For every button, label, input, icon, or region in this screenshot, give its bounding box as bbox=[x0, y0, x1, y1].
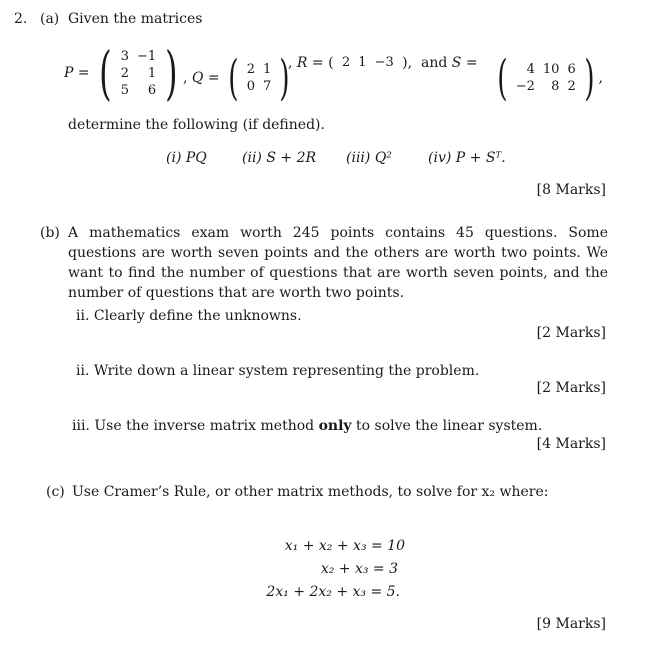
part-b-label: (b) bbox=[40, 225, 60, 241]
matrix-r-body bbox=[338, 54, 398, 71]
item-iii bbox=[346, 150, 392, 166]
part-c-text: Use Cramer’s Rule, or other matrix methods, to solve for x₂ where: bbox=[72, 484, 549, 500]
matrix-cell: 5 bbox=[120, 82, 129, 98]
matrix-cell: 6 bbox=[567, 62, 576, 77]
left-paren: ( bbox=[497, 50, 508, 106]
matrix-cell: −1 bbox=[136, 48, 157, 64]
question-number: 2. bbox=[14, 11, 28, 27]
sub-b3-marks: [4 Marks] bbox=[536, 436, 606, 452]
matrix-cell: 2 bbox=[120, 65, 129, 81]
matrix-cell: −3 bbox=[374, 55, 394, 70]
part-c-marks: [9 Marks] bbox=[536, 616, 606, 632]
equation-2: x₂ + x₃ = 3 bbox=[320, 561, 398, 577]
matrix-cell: 3 bbox=[120, 48, 129, 64]
matrix-r: , R = ( 2 1 −3 ), and S = bbox=[288, 54, 483, 71]
left-paren: ( bbox=[99, 39, 112, 107]
item-i bbox=[166, 150, 207, 166]
item-label: (iv) bbox=[428, 150, 452, 166]
matrix-s-body bbox=[512, 61, 580, 95]
matrix-s: ( 4 10 6 −2 8 2 ) , bbox=[497, 50, 603, 106]
item-label: (iii) bbox=[346, 150, 371, 166]
connector-and: and bbox=[421, 54, 448, 71]
part-c-label: (c) bbox=[46, 484, 65, 500]
sub-label: iii. bbox=[72, 418, 90, 434]
right-paren: ) bbox=[165, 39, 178, 107]
item-expr: PQ bbox=[185, 150, 207, 166]
matrix-cell: 8 bbox=[551, 79, 560, 94]
matrix-s-name: S bbox=[451, 54, 462, 71]
matrix-cell: 2 bbox=[342, 55, 351, 70]
matrix-r-name: R bbox=[296, 54, 308, 71]
matrix-cell: 7 bbox=[263, 79, 272, 94]
item-iv bbox=[428, 150, 506, 166]
item-label: (i) bbox=[166, 150, 182, 166]
matrix-cell: 1 bbox=[147, 65, 157, 81]
matrix-cell: 10 bbox=[542, 62, 560, 77]
matrix-q: , Q = ( 2 1 0 7 ) bbox=[183, 50, 290, 106]
part-b-text: A mathematics exam worth 245 points contains 45 questions. Some questions are worth seven points and the others are worth two points. We want to find the number of questions that are worth seven points, and the number of questions that are worth two points. bbox=[68, 225, 608, 301]
matrix-cell: −2 bbox=[515, 79, 535, 94]
sub-text-after: to solve the linear system. bbox=[356, 418, 543, 434]
sub-text-bold: only bbox=[318, 418, 352, 434]
sub-b1 bbox=[76, 308, 302, 324]
matrix-q-body bbox=[243, 61, 276, 95]
sub-label: ii. bbox=[76, 308, 90, 324]
matrix-cell: 6 bbox=[147, 82, 157, 98]
part-a-label: (a) bbox=[40, 11, 60, 27]
item-label: (ii) bbox=[242, 150, 262, 166]
matrix-p-name: P bbox=[64, 65, 74, 81]
matrix-q-name: Q bbox=[191, 70, 204, 86]
part-a-marks: [8 Marks] bbox=[536, 182, 606, 198]
part-a-intro: Given the matrices bbox=[68, 11, 203, 27]
sub-b3 bbox=[72, 418, 542, 434]
sub-text-before: Use the inverse matrix method bbox=[94, 418, 315, 434]
matrix-cell: 1 bbox=[263, 62, 272, 77]
matrix-cell: 1 bbox=[358, 55, 367, 70]
sub-label: ii. bbox=[76, 363, 90, 379]
right-paren: ) bbox=[583, 50, 595, 106]
matrix-cell: 4 bbox=[526, 62, 535, 77]
equation-3: 2x₁ + 2x₂ + x₃ = 5. bbox=[266, 584, 400, 600]
matrix-cell: 2 bbox=[567, 79, 576, 94]
matrix-cell: 2 bbox=[246, 62, 256, 77]
sub-text: Clearly define the unknowns. bbox=[93, 308, 302, 324]
part-a-instruction: determine the following (if defined). bbox=[68, 117, 325, 133]
item-expr: S + 2R bbox=[266, 150, 317, 166]
item-ii bbox=[242, 150, 316, 166]
sub-b1-marks: [2 Marks] bbox=[536, 325, 606, 341]
sub-text: Write down a linear system representing the problem. bbox=[93, 363, 480, 379]
equation-1: x₁ + x₂ + x₃ = 10 bbox=[284, 538, 405, 554]
item-expr: P + Sᵀ. bbox=[455, 150, 506, 166]
sub-b2-marks: [2 Marks] bbox=[536, 380, 606, 396]
matrix-p: P = ( 3 −1 2 1 5 6 ) bbox=[64, 39, 178, 107]
matrix-cell: 0 bbox=[246, 79, 256, 94]
matrix-p-body bbox=[117, 48, 160, 99]
sub-b2 bbox=[76, 363, 479, 379]
item-expr: Q² bbox=[374, 150, 392, 166]
right-paren: ) bbox=[279, 50, 290, 106]
left-paren: ( bbox=[228, 50, 239, 106]
